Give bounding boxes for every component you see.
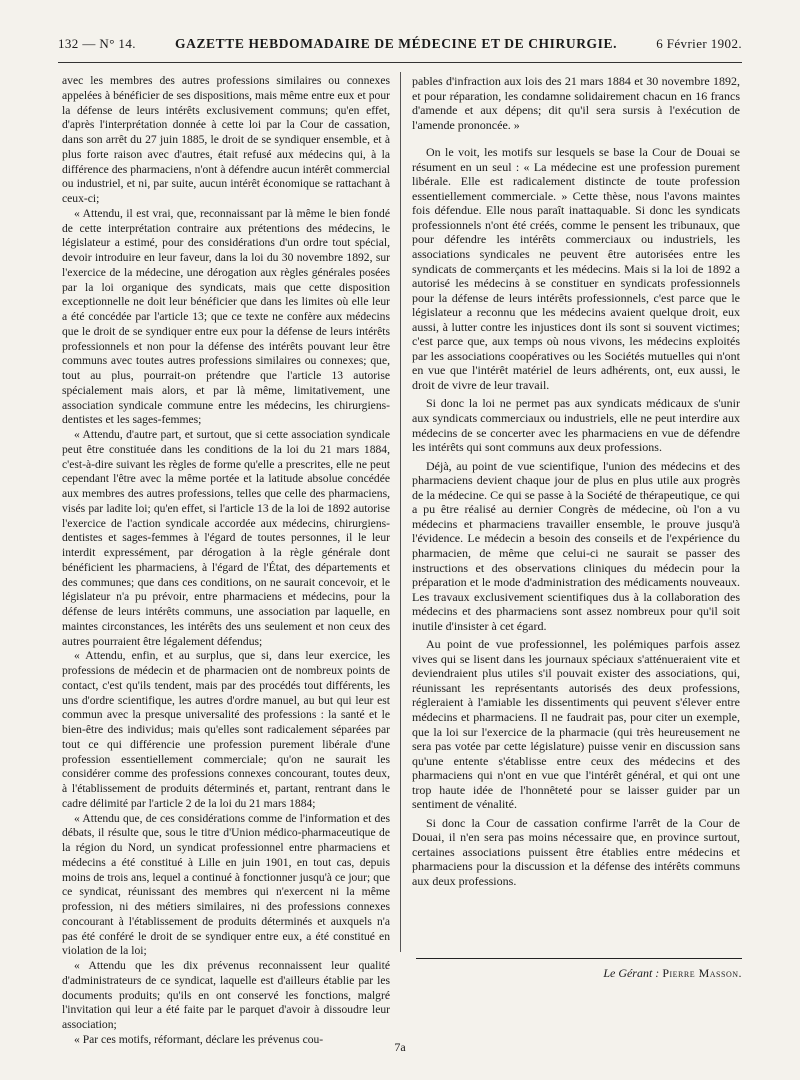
paragraph: Déjà, au point de vue scientifique, l'union des médecins et des pharmaciens devient chaque jour de plus en plus utile aux progrès de la médecine. Ce qui se passe à la Société de thérapeutique, ce qui a pu être réalisé au dernier Congrès de médecine, où l'on a vu médecins et pharmaciens travailler ensemble, le prouve jusqu'à l'évidence. Le médecin a besoin des conseils et de l'expérience du pharmacien, de même que celui-ci ne saurait se passer des instructions et des observations cliniques du médecin pour la préparation et le mode d'administration des médicaments nouveaux. Les travaux exclusivement scientifiques dus à la collaboration des médecins et des pharmaciens sont assez nombreux pour qu'il soit inutile d'insister à cet égard.	[412, 458, 740, 633]
right-column	[412, 74, 740, 893]
paragraph: Si donc la Cour de cassation confirme l'arrêt de la Cour de Douai, il n'en sera pas moins nécessaire que, en province surtout, certaines associations puissent être établies entre médecins et pharmaciens pour la discussion et la défense des intérêts communs aux deux professions.	[412, 815, 740, 888]
paragraph: « Attendu, il est vrai, que, reconnaissant par là même le bien fondé de cette interprétation contraire aux prétentions des médecins, le législateur a estimé, pour des considérations d'un ordre tout spécial, devoir introduire en leur faveur, dans la loi du 30 novembre 1892, sur l'exercice de la médecine, une dérogation aux règles générales posées par la loi organique des syndicats, mais que cette disposition exceptionnelle ne doit leur bénéficier que dans les limites où elle leur a été concédée par l'article 13; que ce texte ne confère aux médecins que le droit de se syndiquer entre eux pour la défense de leurs intérêts professionnels et non pour la défense des intérêts pouvant leur être communs avec toutes autres professions similaires ou connexes; que, tout au plus, pourrait-on prétendre que l'article 13 autorise spécialement mais alors, et par là même, limitativement, une association syndicale commune entre les médecins, les chirurgiens-dentistes et les sages-femmes;	[62, 206, 390, 427]
paragraph: avec les membres des autres professions similaires ou connexes appelées à bénéficier de ses dispositions, mais même entre eux et pour la défense de leurs intérêts exclusivement communs; qu'en effet, d'après l'interprétation donnée à cette loi par la Cour de cassation, dans son arrêt du 27 juin 1885, le droit de se syndiquer ensemble, et à plus forte raison avec d'autres, était refusé aux médecins qui, à la différence des pharmaciens, n'ont à défendre aucun intérêt commercial ou industriel, et ni, par suite, aucun intérêt économique se rattachant à ceux-ci;	[62, 74, 390, 205]
issue-date: 6 Février 1902.	[656, 36, 742, 51]
page-number: 7a	[394, 1040, 406, 1054]
header-rule	[58, 62, 742, 63]
paragraph: « Attendu, enfin, et au surplus, que si, dans leur exercice, les professions de médecin et de pharmacien ont de nombreux points de contact, c'est qu'ils tendent, mais par des procédés tout différents, les uns d'ordre scientifique, les autres d'ordre manuel, au but qui leur est commun avec la presque universalité des professions : la santé et le bien-être des individus; mais qu'elles sont radicalement séparées par tout ce qui différencie une profession purement libérale d'une profession essentiellement commerciale; qu'on ne saurait les considérer comme des professions connexes concourant, toutes deux, à l'établissement de produits déterminés et, partant, rentrant dans le cadre délimité par l'article 2 de la loi du 21 mars 1884;	[62, 649, 390, 810]
journal-title: GAZETTE HEBDOMADAIRE DE MÉDECINE ET DE CHIRURGIE.	[175, 36, 618, 51]
paragraph: « Par ces motifs, réformant, déclare les prévenus cou-	[74, 1032, 324, 1046]
column-divider	[400, 72, 401, 952]
left-column	[62, 74, 390, 1048]
paragraph: Si donc la loi ne permet pas aux syndicats médicaux de s'unir aux syndicats commerciaux ou industriels, elle ne peut interdire aux médecins de se concerter avec les pharmaciens en vue de défendre les intérêts qui sont communs aux deux professions.	[412, 396, 740, 455]
paragraph: On le voit, les motifs sur lesquels se base la Cour de Douai se résument en un seul : « La médecine est une profession purement libérale. Elle est radicalement distincte de toute profession essentiellement commerciale. » Cette thèse, nous l'avons maintes fois défendue. Elle nous paraît inattaquable. Si donc les syndicats professionnels n'ont été créés, comme le pensent les tribunaux, que pour défendre les intérêts commerciaux ou industriels, les associations syndicales ne peuvent être autorisées entre les syndicats de commerçants et les médecins. Mais si la loi de 1892 a autorisé les médecins à se constituer en syndicats professionnels pour la défense de leurs intérêts professionnels, c'est parce que le législateur a reconnu que les médecins avaient quelque droit, eux aussi, à lutter contre les injustices dont ils sont si souvent victimes; c'est parce que, aux temps où nous vivons, les médecins exploités par les associations coopératives ou les Sociétés mutuelles qui n'ont en vue que l'intérêt matériel de leurs adhérents, ont, eux aussi, le droit de vivre de leur travail.	[412, 145, 740, 392]
signature-name: Pierre Masson.	[662, 966, 742, 980]
page-reference: 132 — N° 14.	[58, 36, 136, 51]
signature-label: Le Gérant :	[603, 966, 660, 980]
paragraph: Au point de vue professionnel, les polémiques parfois assez vives qui se lisent dans les journaux spéciaux s'atténueraient vite et deviendraient plus utiles s'il pouvait exister des associations, qui, réunissant les représentants autorisés des deux professions, régleraient à l'amiable les dissentiments qui peuvent s'élever entre médecins et pharmaciens. Il ne faudrait pas, pour citer un exemple, que la loi sur l'exercice de la pharmacie (qui très heureusement ne sera pas votée par cette législature) puisse venir en discussion sans qu'une entente s'établisse entre ceux des médecins et des pharmaciens qui n'ont en vue que l'intérêt général, et qui ont une trop haute idée de l'honnêteté pour se laisser guider par un sentiment de vénalité.	[412, 637, 740, 812]
paragraph: « Attendu, d'autre part, et surtout, que si cette association syndicale peut être constituée dans les conditions de la loi du 21 mars 1884, c'est-à-dire suivant les règles de forme qu'elle a prescrites, elle ne peut cependant l'être avec la même portée et la latitude absolue concédée aux membres des autres professions, telles que celle des pharmaciens, visés par ladite loi; qu'en effet, si l'article 13 de la loi de 1892 autorise l'exercice de l'action syndicale accordée aux médecins, chirurgiens-dentistes et sages-femmes à l'égard de toutes personnes, il le leur interdit expressément, par dérogation à la règle générale dont bénéficient les pharmaciens, à l'égard de l'État, des départements et des communes; que dans ces conditions, on ne saurait concevoir, et le législateur n'a pu prévoir, entre pharmaciens et médecins, pour la défense de leurs intérêts communs, une association par laquelle, en maintes circonstances, les intérêts des uns seulement et non ceux des autres pourraient être légalement défendus;	[62, 428, 390, 648]
signature-rule	[416, 958, 742, 959]
paragraph: « Attendu que, de ces considérations comme de l'information et des débats, il résulte que, sous le titre d'Union médico-pharmaceutique de la région du Nord, un syndicat professionnel entre pharmaciens et médecins a été constitué à Lille en juin 1901, en tout cas, depuis moins de trois ans, lequel a continué à fonctionner jusqu'à ce jour; que ce syndicat, réunissant des membres qui n'exercent ni la même profession, ni des métiers similaires, ni des professions connexes concourant à l'établissement de produits déterminés et auxquels n'a pas été conféré le droit de se syndiquer entre eux, a été constitué en violation de la loi;	[62, 811, 390, 958]
signature	[412, 966, 742, 981]
paragraph: « Attendu que les dix prévenus reconnaissent leur qualité d'administrateurs de ce syndicat, laquelle est d'ailleurs établie par les documents produits; qu'ils en ont conservé les fonctions, malgré l'invitation qui leur a été faite par le parquet d'avoir à dissoudre leur association;	[62, 959, 390, 1031]
page-header	[58, 36, 742, 58]
paragraph: pables d'infraction aux lois des 21 mars 1884 et 30 novembre 1892, et pour réparation, les condamne solidairement chacun en 16 francs d'amende et aux dépens; dit qu'il sera sursis à l'exécution de l'amende prononcée. »	[412, 74, 740, 132]
